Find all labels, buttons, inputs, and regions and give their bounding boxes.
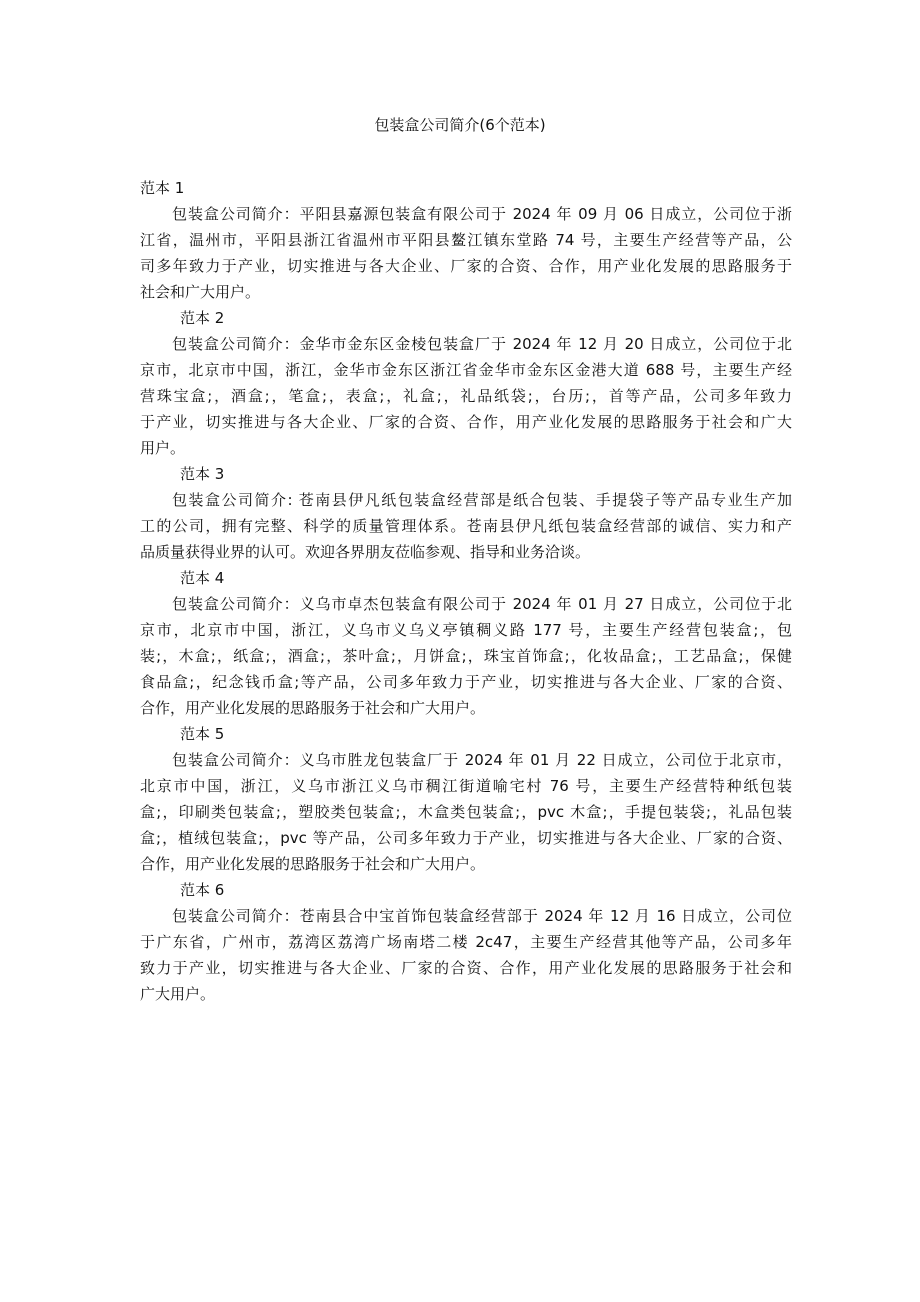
paragraph-line: 用户。 bbox=[140, 439, 186, 457]
paragraph-line: 致力于产业，切实推进与各大企业、厂家的合资、合作，用产业化发展的思路服务于社会和 bbox=[140, 959, 792, 977]
paragraph-line: 司多年致力于产业，切实推进与各大企业、厂家的合资、合作，用产业化发展的思路服务于 bbox=[140, 257, 792, 275]
paragraph-line: 包装盒公司简介：金华市金东区金棱包装盒厂于 2024 年 12 月 20 日成立，公司位于北 bbox=[172, 335, 792, 353]
paragraph-line: 包装盒公司简介：义乌市卓杰包装盒有限公司于 2024 年 01 月 27 日成立，公司位于北 bbox=[172, 595, 792, 613]
paragraph-line: 于产业，切实推进与各大企业、厂家的合资、合作，用产业化发展的思路服务于社会和广大 bbox=[140, 413, 792, 431]
paragraph-line: 社会和广大用户。 bbox=[140, 283, 261, 301]
paragraph-line: 工的公司，拥有完整、科学的质量管理体系。苍南县伊凡纸包装盒经营部的诚信、实力和产 bbox=[140, 517, 792, 535]
paragraph-line: 北京市中国，浙江，义乌市浙江义乌市稠江街道喻宅村 76 号，主要生产经营特种纸包装 bbox=[140, 777, 792, 795]
sample-section bbox=[140, 461, 792, 565]
sample-section bbox=[140, 565, 792, 721]
document-body bbox=[140, 175, 792, 1007]
sample-section bbox=[140, 175, 792, 305]
sample-heading: 范本 6 bbox=[180, 881, 225, 899]
paragraph-line: 京市，北京市中国，浙江，义乌市义乌义亭镇稠义路 177 号，主要生产经营包装盒;，包 bbox=[140, 621, 792, 639]
paragraph-line: 包装盒公司简介：苍南县合中宝首饰包装盒经营部于 2024 年 12 月 16 日成立，公司位 bbox=[172, 907, 792, 925]
document-title: 包装盒公司简介(6个范本) bbox=[374, 116, 546, 134]
sample-heading: 范本 2 bbox=[180, 309, 225, 327]
paragraph-line: 包装盒公司简介：义乌市胜龙包装盒厂于 2024 年 01 月 22 日成立，公司位于北京市， bbox=[172, 751, 792, 769]
paragraph-line: 盒;，印刷类包装盒;，塑胶类包装盒;，木盒类包装盒;，pvc 木盒;，手提包装袋;，礼品包装 bbox=[140, 803, 792, 821]
paragraph-line: 包装盒公司简介: 苍南县伊凡纸包装盒经营部是纸合包装、手提袋子等产品专业生产加 bbox=[172, 491, 792, 509]
sample-section bbox=[140, 721, 792, 877]
paragraph-line: 盒;，植绒包装盒;，pvc 等产品，公司多年致力于产业，切实推进与各大企业、厂家的合资、 bbox=[140, 829, 792, 847]
paragraph-line: 于广东省，广州市，荔湾区荔湾广场南塔二楼 2c47，主要生产经营其他等产品，公司多年 bbox=[140, 933, 792, 951]
paragraph-line: 包装盒公司简介：平阳县嘉源包装盒有限公司于 2024 年 09 月 06 日成立，公司位于浙 bbox=[172, 205, 792, 223]
paragraph-line: 合作，用产业化发展的思路服务于社会和广大用户。 bbox=[140, 699, 486, 717]
sample-heading: 范本 3 bbox=[180, 465, 225, 483]
paragraph-line: 合作，用产业化发展的思路服务于社会和广大用户。 bbox=[140, 855, 486, 873]
sample-heading: 范本 4 bbox=[180, 569, 225, 587]
sample-section bbox=[140, 877, 792, 1007]
sample-heading: 范本 5 bbox=[180, 725, 225, 743]
paragraph-line: 营珠宝盒;，酒盒;，笔盒;，表盒;，礼盒;，礼品纸袋;，台历;，首等产品，公司多年致力 bbox=[140, 387, 792, 405]
paragraph-line: 江省，温州市，平阳县浙江省温州市平阳县鳌江镇东堂路 74 号，主要生产经营等产品，公 bbox=[140, 231, 792, 249]
sample-heading: 范本 1 bbox=[140, 179, 185, 197]
paragraph-line: 食品盒;，纪念钱币盒;等产品，公司多年致力于产业，切实推进与各大企业、厂家的合资、 bbox=[140, 673, 792, 691]
paragraph-line: 京市，北京市中国，浙江，金华市金东区浙江省金华市金东区金港大道 688 号，主要生产经 bbox=[140, 361, 792, 379]
paragraph-line: 装;，木盒;，纸盒;，酒盒;，茶叶盒;，月饼盒;，珠宝首饰盒;，化妆品盒;，工艺品盒;，保健 bbox=[140, 647, 792, 665]
paragraph-line: 品质量获得业界的认可。欢迎各界朋友莅临参观、指导和业务洽谈。 bbox=[140, 543, 591, 561]
paragraph-line: 广大用户。 bbox=[140, 985, 216, 1003]
sample-section bbox=[140, 305, 792, 461]
